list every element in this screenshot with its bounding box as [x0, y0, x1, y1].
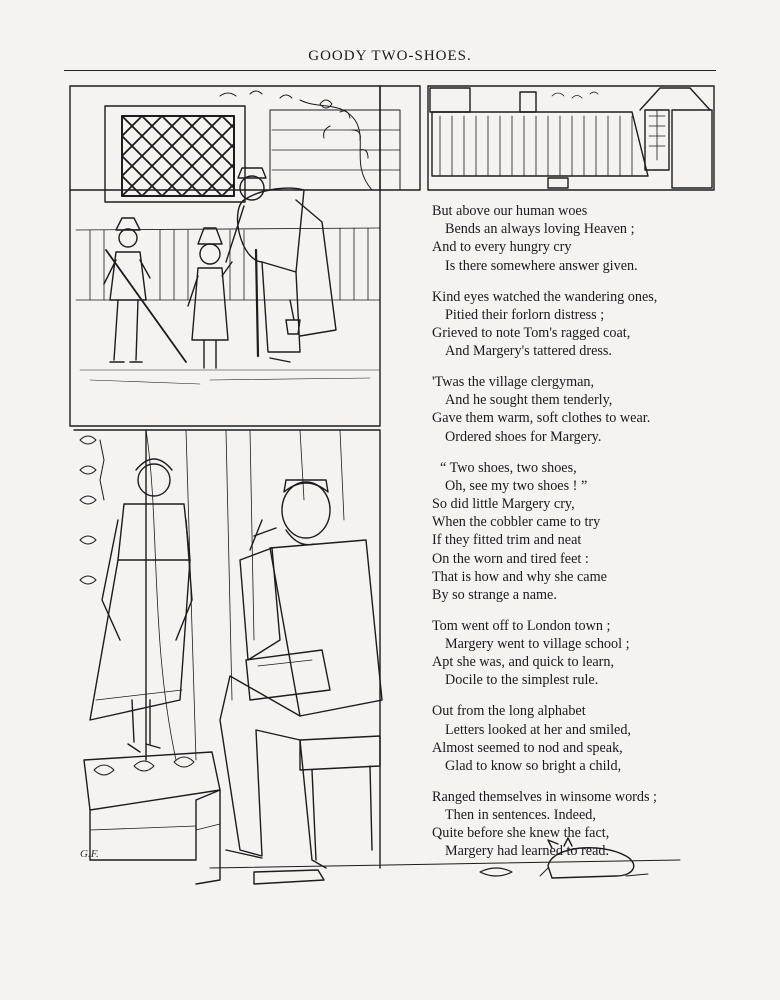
poem-line: Margery went to village school ; — [445, 636, 630, 653]
poem-line: Pitied their forlorn distress ; — [445, 306, 605, 323]
poem-line: On the worn and tired feet : — [432, 550, 589, 567]
poem-line: When the cobbler came to try — [432, 514, 601, 531]
poem-line: Quite before she knew the fact, — [432, 825, 610, 842]
poem-line: Ranged themselves in winsome words ; — [432, 788, 657, 805]
bottom-panel-frame — [74, 430, 380, 868]
poem-line: And he sought them tenderly, — [445, 392, 613, 409]
poem-line: Ordered shoes for Margery. — [445, 428, 602, 445]
poem-line: Oh, see my two shoes ! ” — [445, 477, 588, 494]
poem-line: If they fitted trim and neat — [432, 532, 582, 549]
running-header: GOODY TWO-SHOES. — [308, 48, 472, 64]
poem-line: Tom went off to London town ; — [432, 617, 611, 634]
poem-line: Margery had learned to read. — [445, 843, 610, 860]
stanza-2 — [432, 288, 722, 361]
poem-line: Out from the long alphabet — [432, 703, 586, 720]
stanza-3 — [432, 373, 722, 446]
top-panel-frame — [70, 86, 380, 426]
poem — [432, 202, 722, 873]
margery-figure — [90, 459, 192, 752]
poem-line: That is how and why she came — [432, 568, 607, 585]
clergyman-figure — [226, 168, 336, 362]
stanza-4 — [432, 459, 722, 605]
poem-line: And to every hungry cry — [432, 239, 572, 256]
poem-line: Then in sentences. Indeed, — [445, 807, 596, 824]
stanza-6 — [432, 702, 722, 775]
poem-line: “ Two shoes, two shoes, — [440, 459, 577, 476]
poem-line: So did little Margery cry, — [432, 495, 575, 512]
cobbler-figure — [220, 480, 382, 884]
poem-line: Apt she was, and quick to learn, — [432, 654, 615, 671]
poem-line: 'Twas the village clergyman, — [432, 374, 595, 390]
poem-line: Letters looked at her and smiled, — [445, 721, 631, 738]
poem-line: And Margery's tattered dress. — [445, 343, 612, 360]
poem-line: By so strange a name. — [432, 586, 557, 603]
poem-line: Glad to know so bright a child, — [445, 757, 622, 774]
poem-line: Docile to the simplest rule. — [445, 672, 599, 689]
poem-line: Almost seemed to nod and speak, — [432, 739, 623, 756]
stanza-7 — [432, 788, 722, 861]
ground-lines — [80, 370, 380, 384]
wallpaper-motifs — [80, 436, 104, 584]
roof-scene — [380, 86, 714, 190]
cobbler-stool — [300, 736, 380, 860]
artist-signature: G.F. — [80, 848, 99, 860]
stanza-5 — [432, 617, 722, 690]
girl-figure — [188, 228, 232, 368]
bench — [84, 752, 220, 884]
poem-line: Gave them warm, soft clothes to wear. — [432, 410, 651, 427]
fence — [76, 228, 380, 300]
poem-line: Bends an always loving Heaven ; — [445, 221, 635, 238]
poem-line: Grieved to note Tom's ragged coat, — [432, 324, 631, 341]
poem-line: But above our human woes — [432, 203, 588, 219]
poem-line: Is there somewhere answer given. — [445, 257, 638, 274]
stanza-1 — [432, 202, 722, 275]
poem-line: Kind eyes watched the wandering ones, — [432, 288, 658, 305]
